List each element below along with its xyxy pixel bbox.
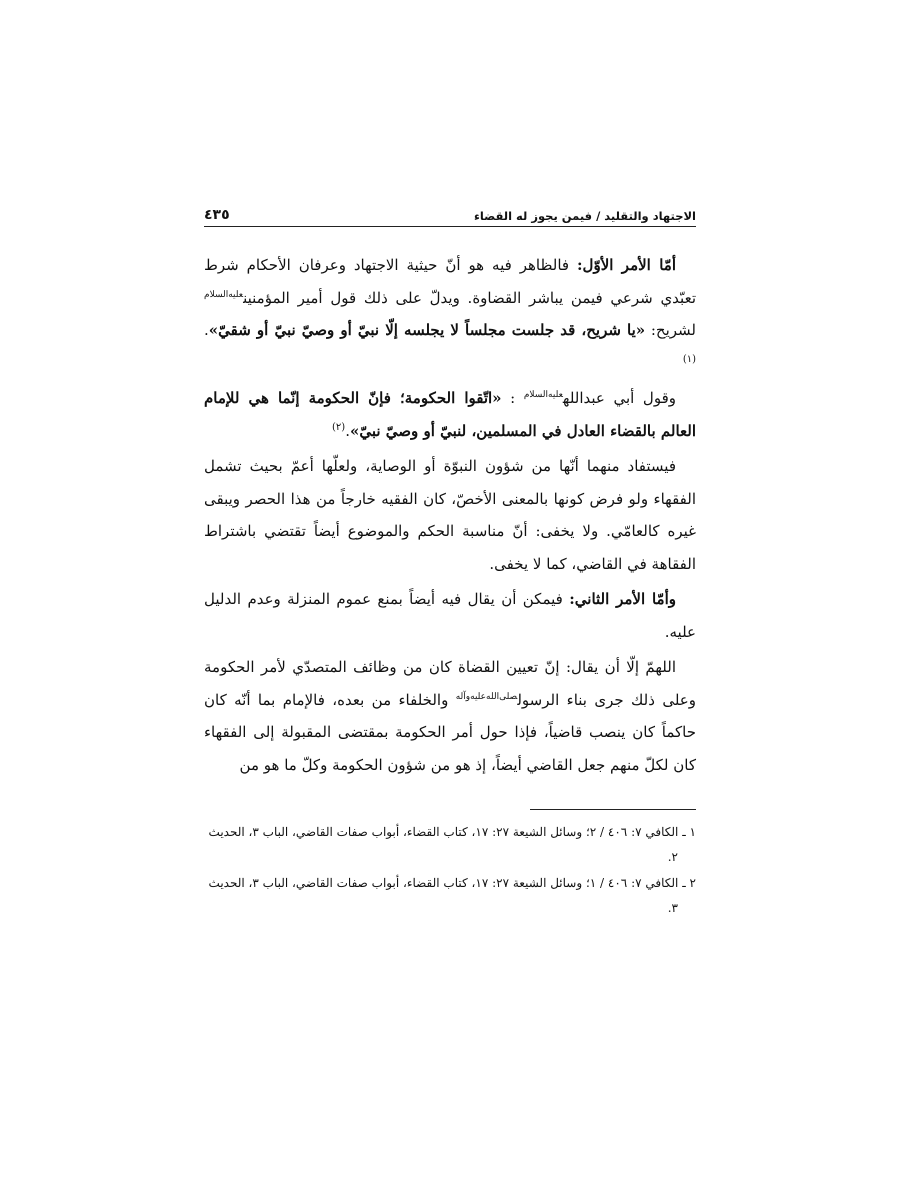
page-header xyxy=(204,200,696,227)
paragraph-lead: وأمّا الأمر الثاني: xyxy=(569,590,677,608)
footnote-ref-2[interactable]: (٢) xyxy=(332,421,346,433)
sentence-end: . xyxy=(345,421,350,440)
hadith-quote: «اتّقوا الحكومة؛ فإنّ الحكومة إنّما هي للإمام العالم بالقضاء العادل في المسلمين، لنبيّ أو وصيّ نبيّ» xyxy=(204,389,696,440)
paragraph-exception xyxy=(204,651,696,781)
paragraph-text: وقول أبي عبدالله xyxy=(562,389,676,407)
honorific-mark: صلى‌الله‌عليه‌وآله xyxy=(455,691,518,702)
paragraph-lead: أمّا الأمر الأوّل: xyxy=(577,256,676,274)
footnote-divider xyxy=(530,809,696,810)
paragraph-first-matter xyxy=(204,249,696,379)
paragraph-text: فالظاهر فيه هو أنّ حيثية الاجتهاد وعرفان الأحكام شرط تعبّدي شرعي فيمن يباشر القضاوة. ويدلّ على ذلك قول أمير المؤمنين xyxy=(204,256,696,307)
running-title: الاجتهاد والتقليد / فيمن يجوز له القضاء xyxy=(473,209,696,223)
footnote-2: ٢ ـ الكافي ٧: ٤٠٦ / ١؛ وسائل الشيعة ٢٧: ١٧، كتاب القضاء، أبواب صفات القاضي، الباب ٣، الحديث ٣. xyxy=(208,876,696,915)
book-page xyxy=(204,200,696,922)
hadith-quote: «يا شريح، قد جلست مجلساً لا يجلسه إلّا نبيّ أو وصيّ نبيّ أو شقيّ» xyxy=(208,321,646,339)
page-number: ٤٣٥ xyxy=(204,207,230,223)
sentence-end: . xyxy=(204,321,209,339)
paragraph-text: : xyxy=(501,389,524,407)
paragraph-text: والخلفاء من بعده، فالإمام بما أنّه كان حاكماً كان ينصب قاضياً، فإذا حول أمر الحكومة بمقتضى المقبولة إلى الفقهاء كان لكلّ منهم جعل القاضي أيضاً، إذ هو من شؤون الحكومة وكلّ ما هو من xyxy=(204,690,696,774)
paragraph-text: فيمكن أن يقال فيه أيضاً بمنع عموم المنزلة وعدم الدليل عليه. xyxy=(204,590,696,641)
main-text xyxy=(204,249,696,781)
footnotes xyxy=(204,820,696,921)
footnote-1: ١ ـ الكافي ٧: ٤٠٦ / ٢؛ وسائل الشيعة ٢٧: ١٧، كتاب القضاء، أبواب صفات القاضي، الباب ٣، الحديث ٢. xyxy=(208,825,696,864)
paragraph-inference: فيستفاد منهما أنّها من شؤون النبوّة أو الوصاية، ولعلّها أعمّ بحيث تشمل الفقهاء ولو فرض كونها بالمعنى الأخصّ، كان الفقيه خارجاً من هذا الحصر ويبقى غيره كالعامّي. ولا يخفى: أنّ مناسبة الحكم والموضوع أيضاً تقتضي باشتراط الفقاهة في القاضي، كما لا يخفى. xyxy=(204,457,696,573)
paragraph-second-hadith xyxy=(204,382,696,447)
paragraph-second-matter xyxy=(204,583,696,648)
paragraph-text: لشريح: xyxy=(645,321,696,339)
paragraph-text: اللهمّ إلّا أن يقال: إنّ تعيين القضاة كان من وظائف المتصدّي لأمر الحكومة وعلى ذلك جرى بناء الرسول xyxy=(204,658,696,709)
footnote-ref-1[interactable]: (١) xyxy=(682,353,696,365)
honorific-mark: عليه‌السلام xyxy=(523,390,563,400)
honorific-mark: عليه‌السلام xyxy=(204,289,244,300)
